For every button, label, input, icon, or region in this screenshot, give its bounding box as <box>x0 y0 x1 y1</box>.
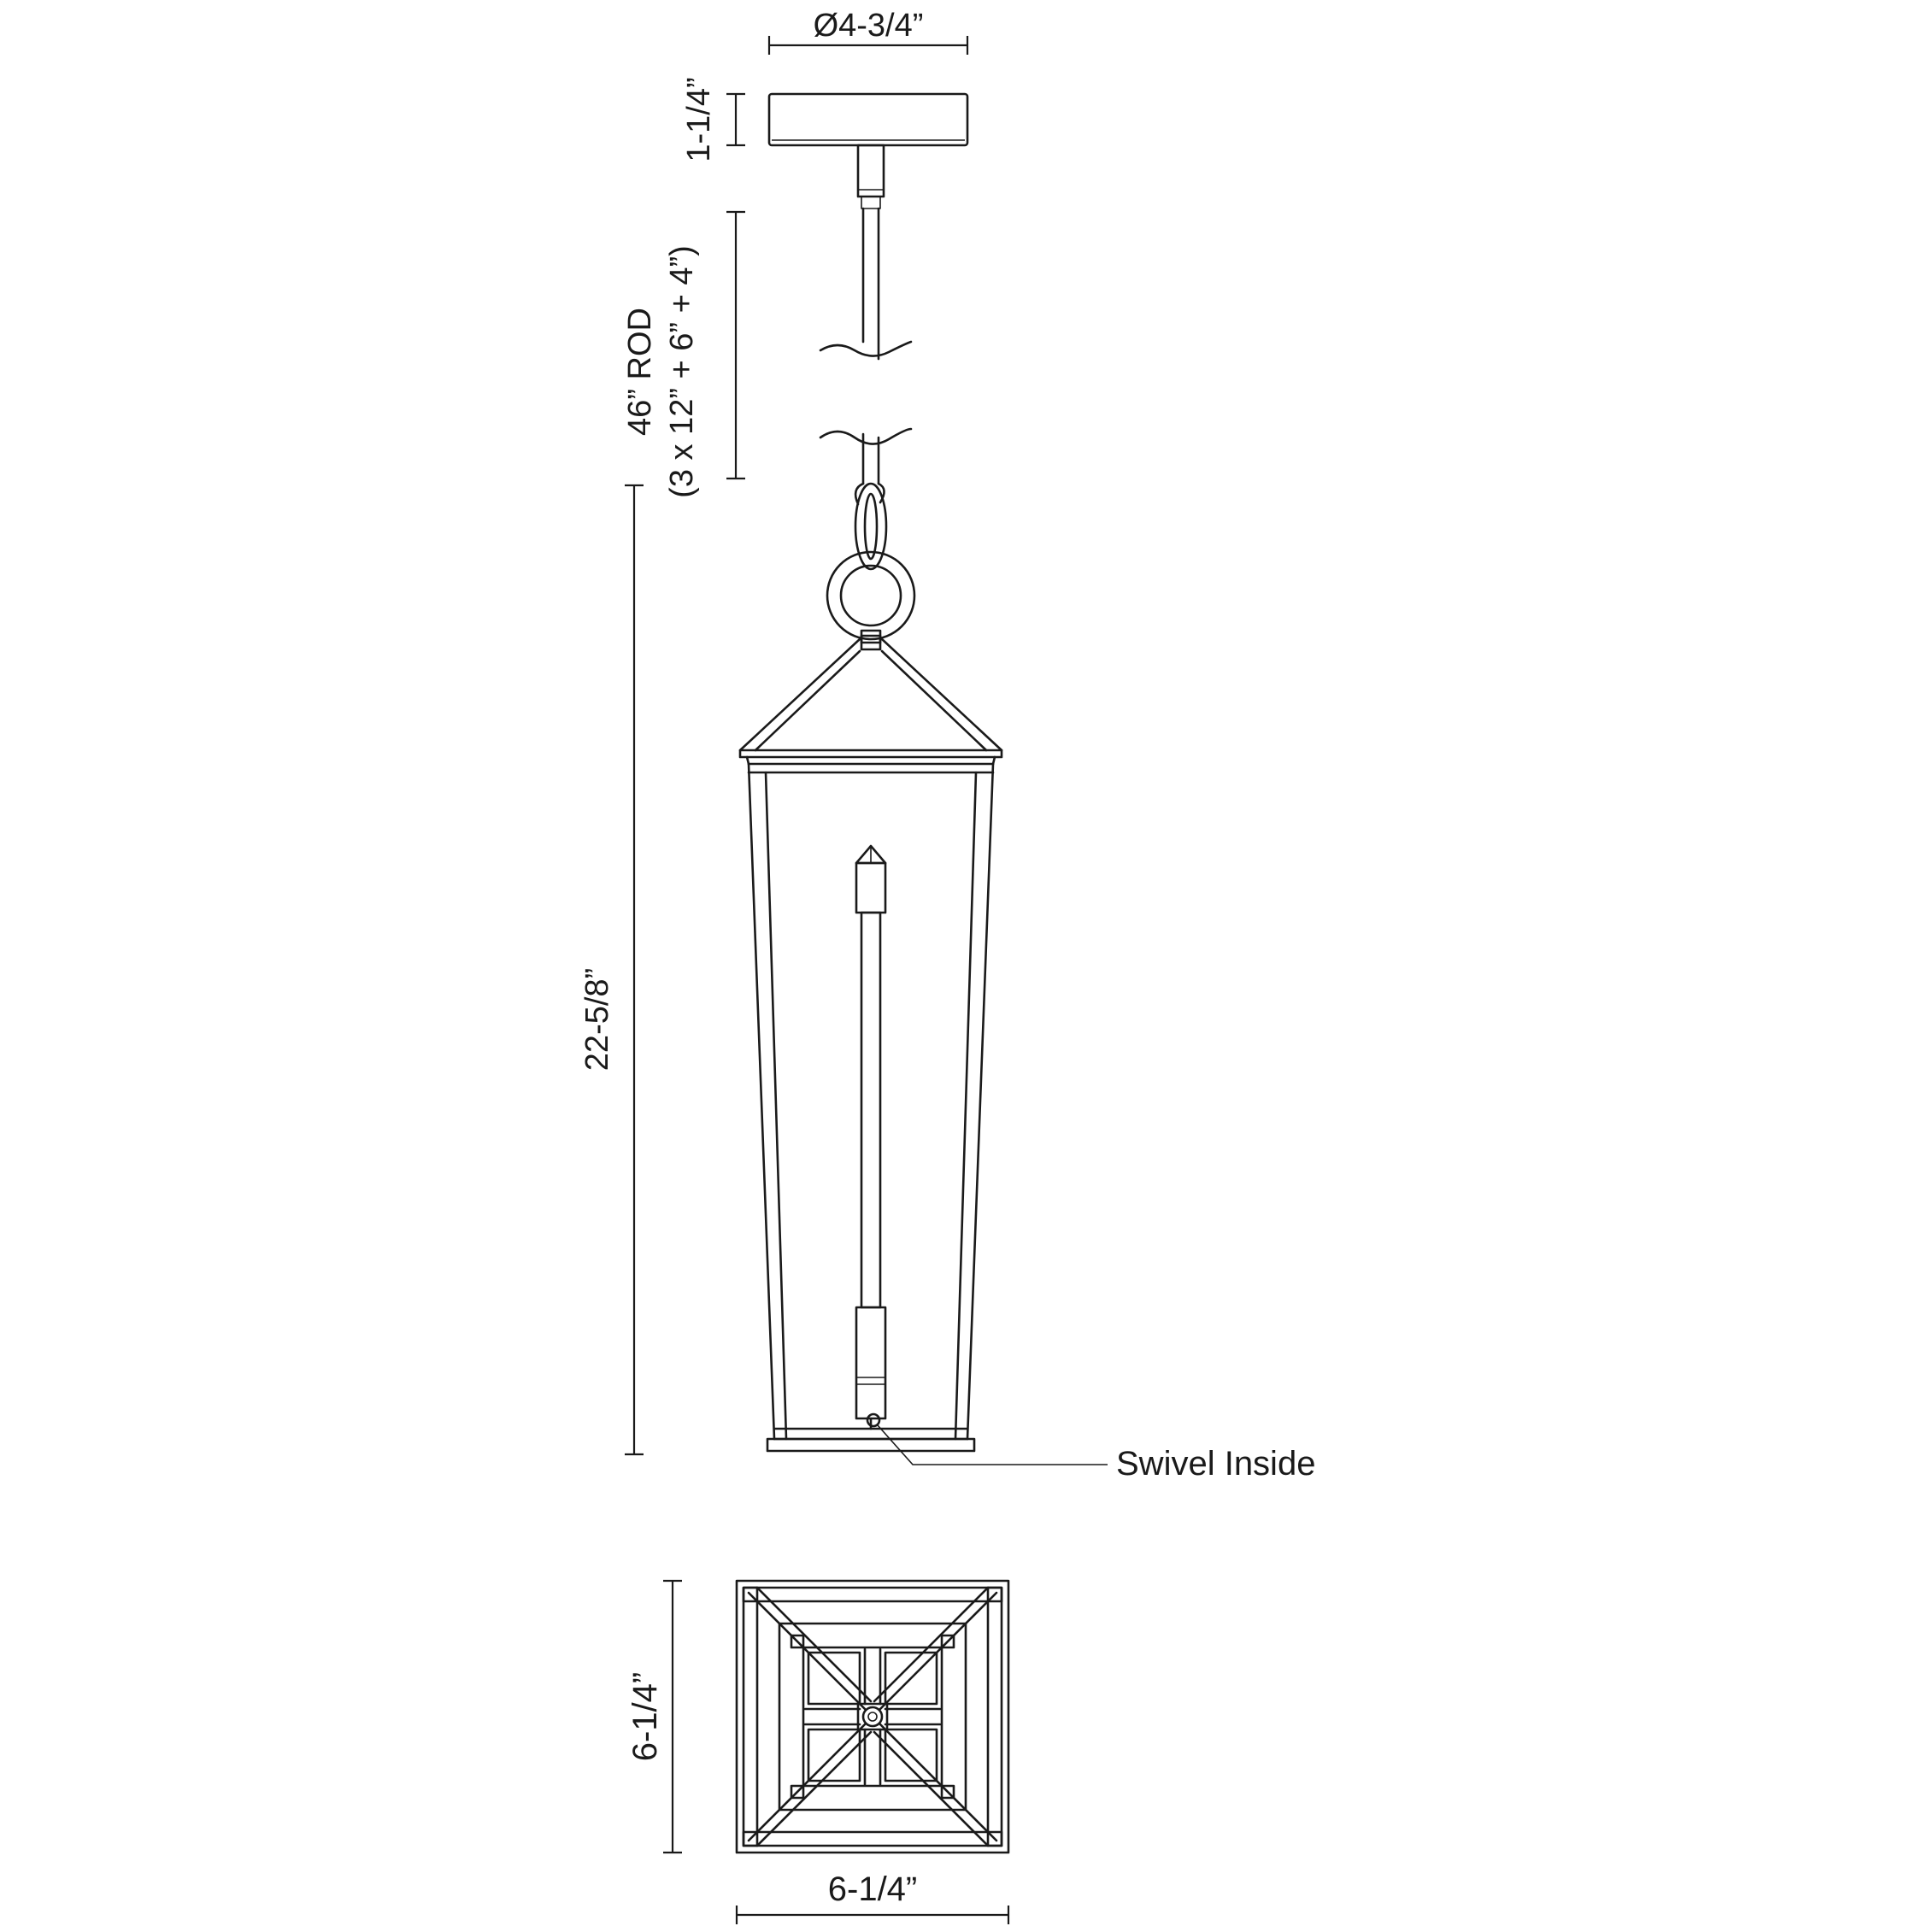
candle-socket <box>856 846 885 1429</box>
body-height-label: 22-5/8” <box>579 967 615 1072</box>
canopy-height-label: 1-1/4” <box>681 77 717 162</box>
dimension-canopy-diameter <box>769 8 967 55</box>
swivel-callout <box>867 1414 1315 1483</box>
canopy-diameter-label: Ø4-3/4” <box>813 8 924 44</box>
swivel-label: Swivel Inside <box>1116 1445 1316 1483</box>
dimension-top-view-depth <box>626 1581 682 1853</box>
dimension-body-height <box>579 485 644 1454</box>
rod-breakdown-label: (3 x 12” + 6” + 4”) <box>664 245 700 498</box>
lantern-roof <box>740 636 1002 757</box>
rod <box>820 145 911 484</box>
top-view-width-label: 6-1/4” <box>827 1870 918 1908</box>
canopy <box>769 94 967 145</box>
top-view-depth-label: 6-1/4” <box>626 1671 664 1762</box>
hanging-loop <box>855 484 886 569</box>
top-view <box>737 1581 1008 1853</box>
hanging-ring <box>827 552 914 643</box>
dimension-top-view-width <box>737 1870 1008 1924</box>
dimension-canopy-height <box>681 77 745 161</box>
rod-length-label: 46” ROD <box>622 308 658 436</box>
dimension-rod-length <box>622 212 745 498</box>
